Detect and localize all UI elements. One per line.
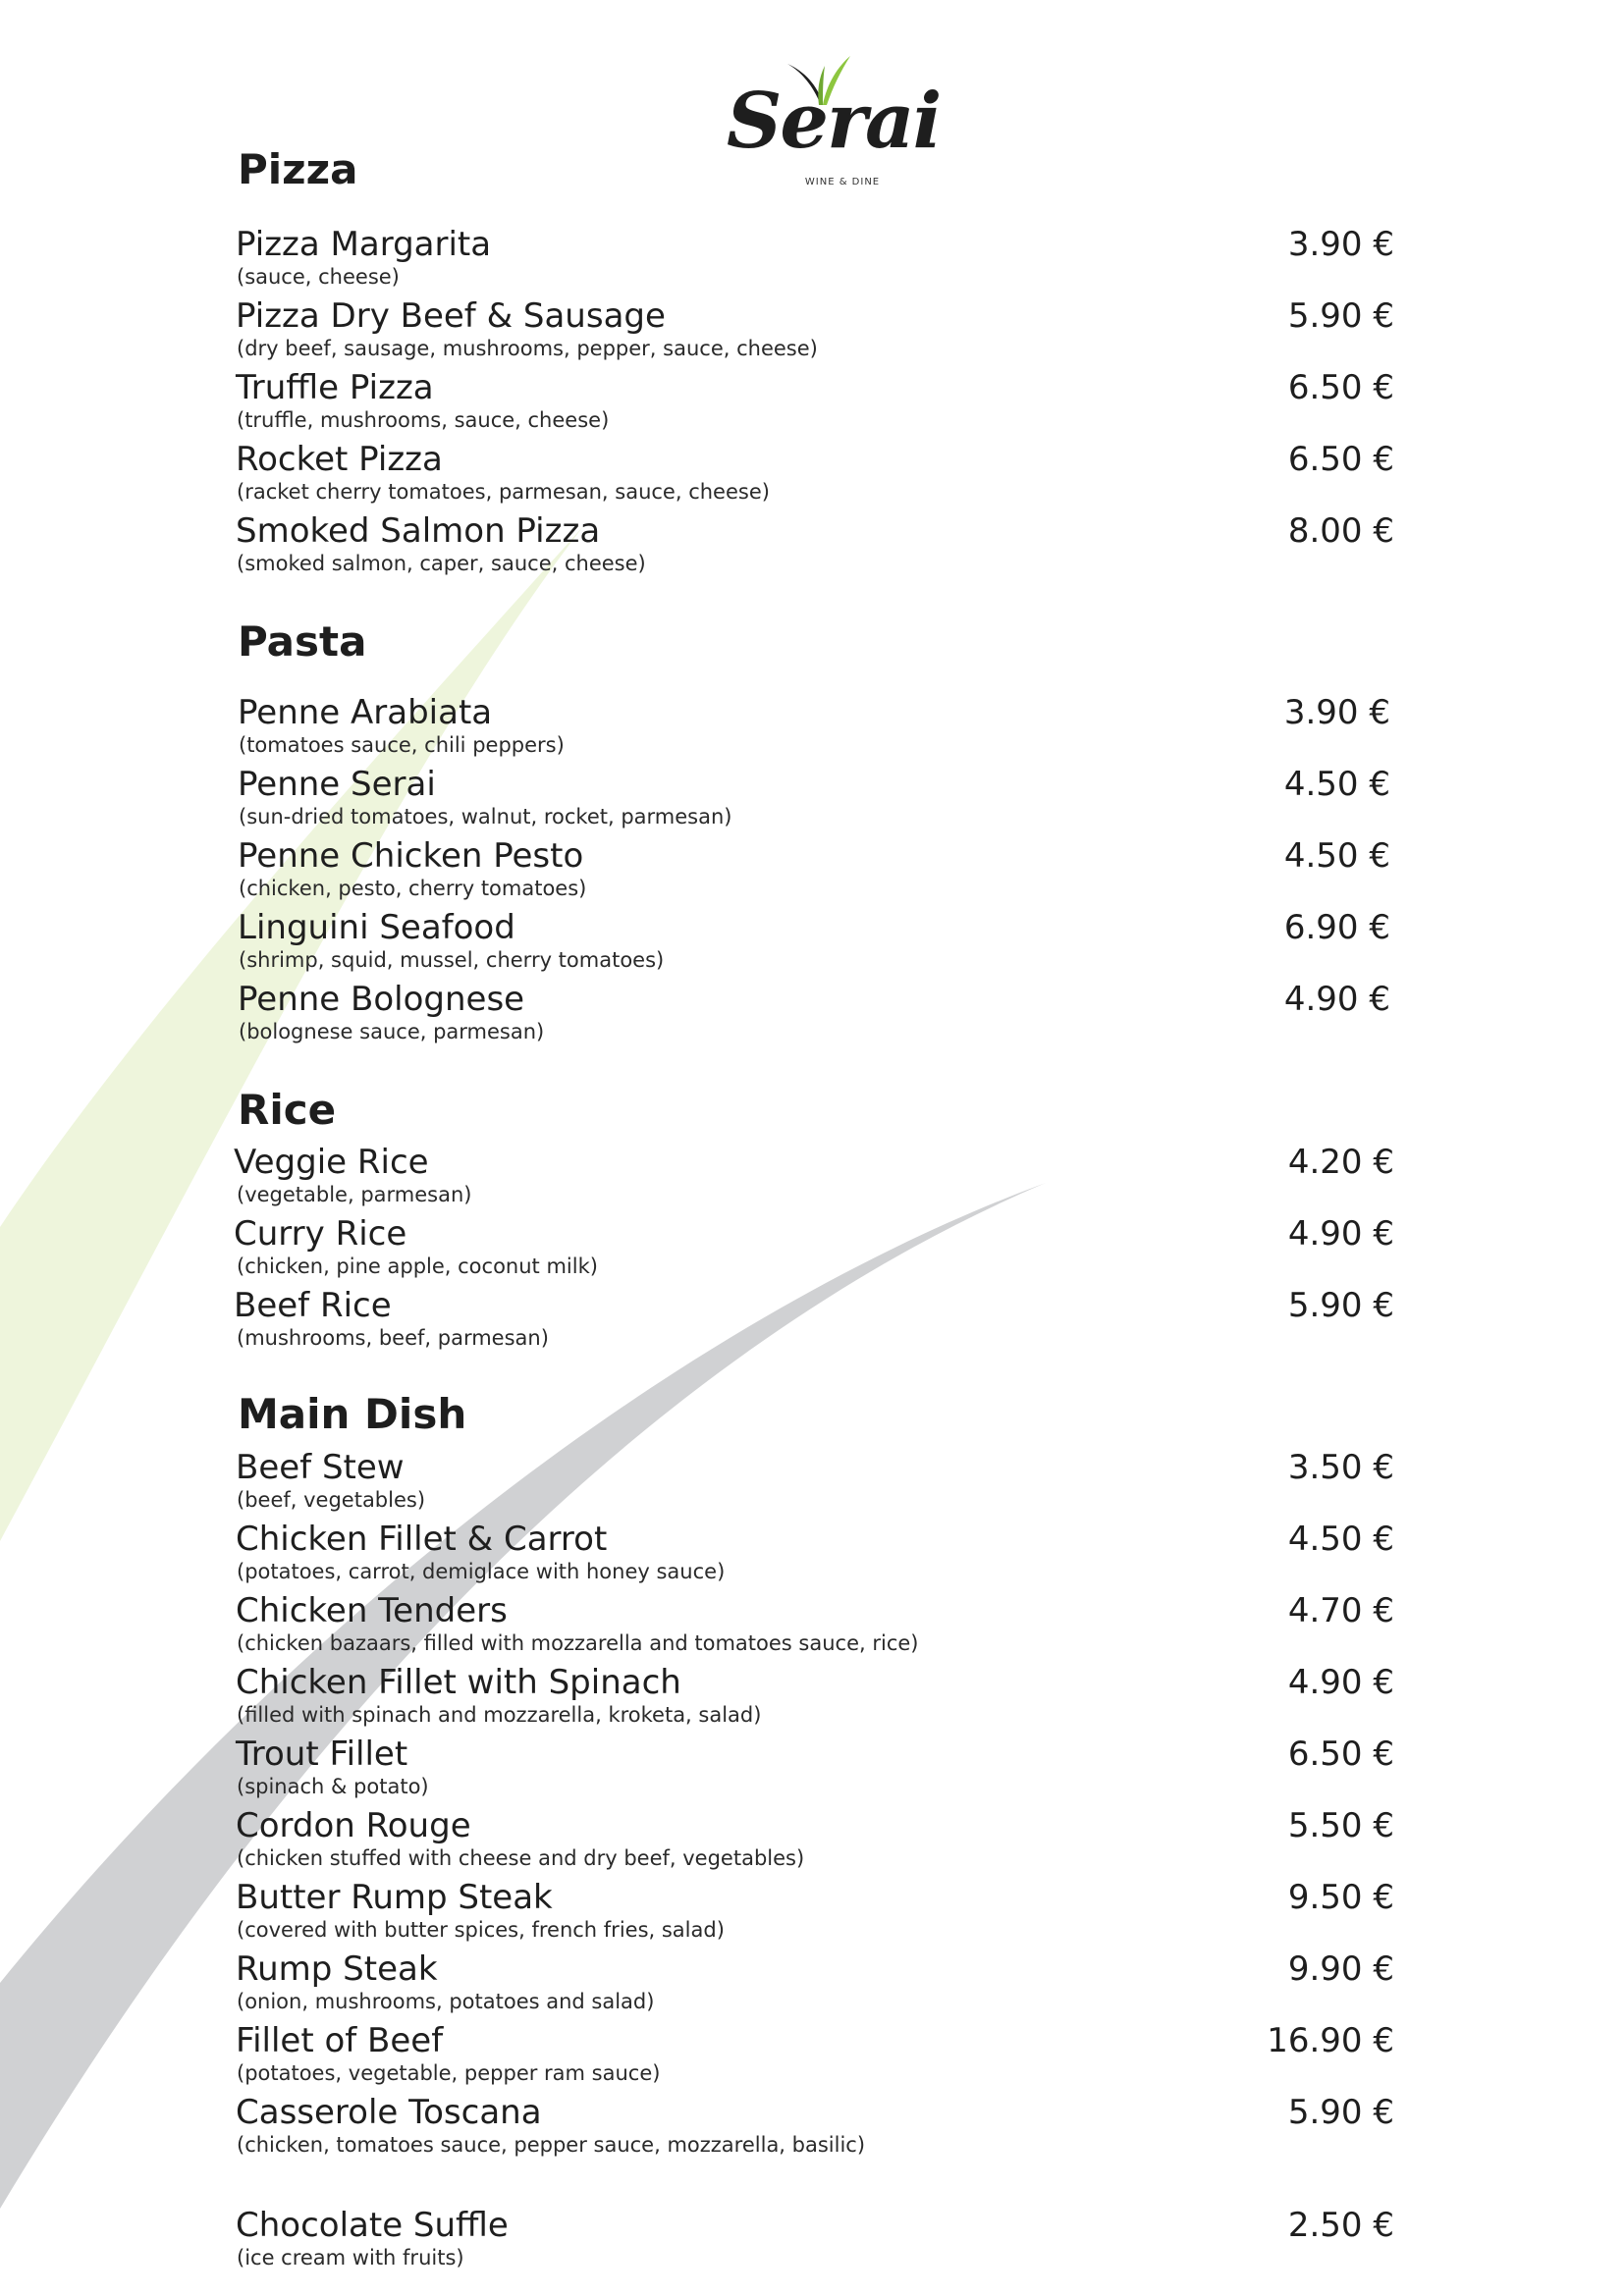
item-price: 4.90 € (1287, 1214, 1394, 1254)
item-description: (vegetable, parmesan) (237, 1183, 472, 1206)
item-description: (tomatoes sauce, chili peppers) (239, 733, 565, 757)
logo (727, 54, 941, 191)
item-price: 6.50 € (1287, 1735, 1394, 1774)
item-description: (sauce, cheese) (237, 265, 400, 289)
item-price: 4.50 € (1283, 765, 1390, 804)
item-name: Truffle Pizza (236, 368, 434, 407)
menu-item (238, 836, 1390, 913)
item-name: Penne Arabiata (238, 693, 493, 732)
item-name: Trout Fillet (236, 1735, 408, 1774)
item-price: 16.90 € (1267, 2021, 1394, 2060)
item-description: (spinach & potato) (237, 1775, 429, 1798)
menu-item (236, 2206, 1394, 2282)
item-price: 9.90 € (1287, 1949, 1394, 1989)
item-description: (chicken bazaars, filled with mozzarella and tomatoes sauce, rice) (237, 1631, 919, 1655)
item-name: Penne Serai (238, 765, 436, 804)
item-price: 3.90 € (1283, 693, 1390, 732)
item-price: 4.50 € (1283, 836, 1390, 876)
menu-item (234, 1286, 1394, 1362)
item-price: 5.90 € (1287, 1286, 1394, 1325)
item-description: (ice cream with fruits) (237, 2246, 464, 2269)
item-description: (sun-dried tomatoes, walnut, rocket, parmesan) (239, 805, 732, 828)
item-name: Veggie Rice (234, 1143, 429, 1182)
item-name: Chicken Fillet with Spinach (236, 1663, 681, 1702)
item-description: (chicken, pine apple, coconut milk) (237, 1255, 598, 1278)
item-name: Chicken Fillet & Carrot (236, 1520, 608, 1559)
item-description: (potatoes, carrot, demiglace with honey sauce) (237, 1560, 726, 1583)
menu-item (236, 1663, 1394, 1739)
section-title-pizza: Pizza (238, 145, 358, 193)
item-name: Chocolate Suffle (236, 2206, 509, 2245)
menu-item (234, 1214, 1394, 1291)
item-name: Fillet of Beef (236, 2021, 444, 2060)
menu-item (236, 1737, 1394, 1811)
menu-item (236, 1949, 1394, 2026)
item-name: Rocket Pizza (236, 440, 443, 479)
item-name: Cordon Rouge (236, 1806, 471, 1845)
menu-item (236, 440, 1394, 516)
menu-item (236, 225, 1394, 301)
item-name: Smoked Salmon Pizza (236, 511, 601, 551)
menu-item (236, 368, 1394, 445)
item-price: 4.90 € (1283, 980, 1390, 1019)
menu-item (238, 908, 1390, 985)
section-title-rice: Rice (238, 1086, 337, 1134)
item-description: (potatoes, vegetable, pepper ram sauce) (237, 2061, 661, 2085)
item-description: (beef, vegetables) (237, 1488, 426, 1512)
item-price: 4.90 € (1287, 1663, 1394, 1702)
item-description: (bolognese sauce, parmesan) (239, 1020, 545, 1043)
item-description: (covered with butter spices, french fries, salad) (237, 1918, 725, 1942)
item-price: 3.90 € (1287, 225, 1394, 264)
menu-item (238, 980, 1390, 1056)
item-price: 5.90 € (1287, 2093, 1394, 2132)
item-description: (filled with spinach and mozzarella, kroketa, salad) (237, 1703, 762, 1727)
item-name: Pizza Margarita (236, 225, 492, 264)
item-price: 4.20 € (1287, 1143, 1394, 1182)
menu-item (236, 511, 1394, 588)
item-price: 6.90 € (1283, 908, 1390, 947)
item-price: 9.50 € (1287, 1878, 1394, 1917)
item-description: (smoked salmon, caper, sauce, cheese) (237, 552, 646, 575)
item-name: Butter Rump Steak (236, 1878, 553, 1917)
item-price: 8.00 € (1287, 511, 1394, 551)
menu-item (236, 1591, 1394, 1668)
menu-item (236, 1806, 1394, 1883)
item-name: Casserole Toscana (236, 2093, 542, 2132)
item-price: 6.50 € (1287, 368, 1394, 407)
menu-item (234, 1143, 1394, 1219)
item-name: Penne Bolognese (238, 980, 525, 1019)
menu-item (236, 296, 1394, 373)
item-description: (mushrooms, beef, parmesan) (237, 1326, 549, 1350)
menu-item (238, 693, 1390, 770)
item-name: Curry Rice (234, 1214, 407, 1254)
item-name: Rump Steak (236, 1949, 438, 1989)
item-price: 2.50 € (1287, 2206, 1394, 2245)
item-description: (chicken, pesto, cherry tomatoes) (239, 877, 587, 900)
item-price: 4.50 € (1287, 1520, 1394, 1559)
item-price: 4.70 € (1287, 1591, 1394, 1630)
item-name: Linguini Seafood (238, 908, 515, 947)
item-description: (onion, mushrooms, potatoes and salad) (237, 1990, 655, 2013)
item-name: Beef Rice (234, 1286, 392, 1325)
item-description: (shrimp, squid, mussel, cherry tomatoes) (239, 948, 665, 972)
menu-item (236, 2021, 1394, 2098)
section-title-pasta: Pasta (238, 617, 367, 666)
logo-tagline: WINE & DINE (804, 177, 881, 187)
item-name: Pizza Dry Beef & Sausage (236, 296, 666, 336)
item-price: 5.50 € (1287, 1806, 1394, 1845)
menu-item (236, 1522, 1394, 1596)
menu-item (238, 765, 1390, 841)
item-description: (chicken stuffed with cheese and dry beef, vegetables) (237, 1846, 805, 1870)
menu-item (236, 1878, 1394, 1954)
item-description: (racket cherry tomatoes, parmesan, sauce, cheese) (237, 480, 770, 504)
menu-item (236, 2093, 1394, 2169)
logo-wordmark: Serai (727, 77, 941, 166)
menu-item (236, 1448, 1394, 1524)
item-price: 3.50 € (1287, 1448, 1394, 1487)
item-price: 5.90 € (1287, 296, 1394, 336)
item-description: (truffle, mushrooms, sauce, cheese) (237, 408, 610, 432)
item-name: Beef Stew (236, 1448, 405, 1487)
item-name: Chicken Tenders (236, 1591, 508, 1630)
item-price: 6.50 € (1287, 440, 1394, 479)
item-description: (dry beef, sausage, mushrooms, pepper, sauce, cheese) (237, 337, 818, 360)
section-title-main-dish: Main Dish (238, 1390, 467, 1438)
item-description: (chicken, tomatoes sauce, pepper sauce, mozzarella, basilic) (237, 2133, 866, 2157)
item-name: Penne Chicken Pesto (238, 836, 584, 876)
